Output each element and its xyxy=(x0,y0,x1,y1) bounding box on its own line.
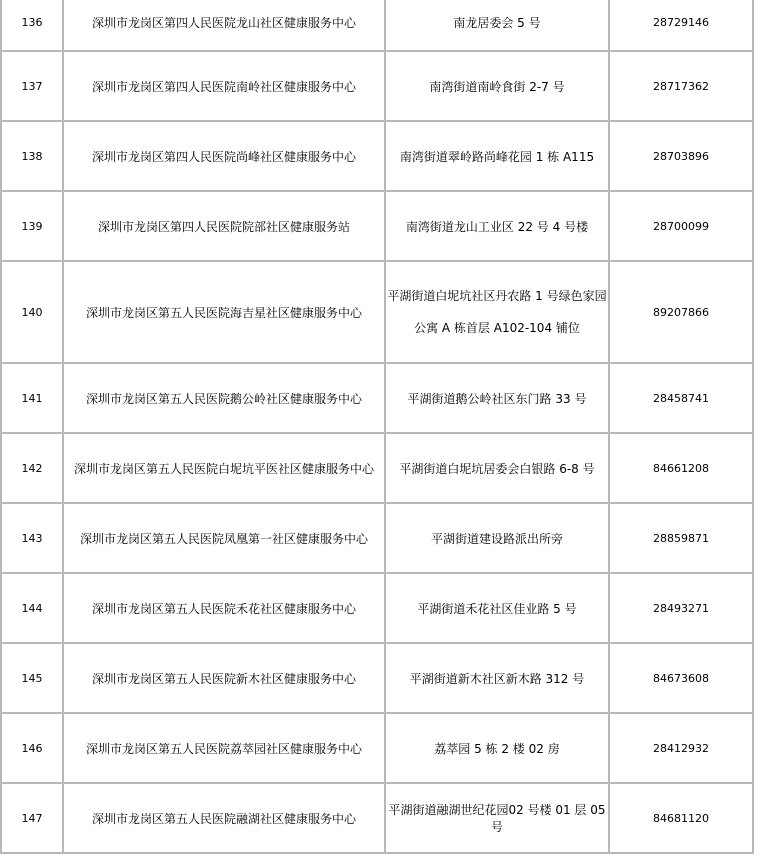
center-address: 南湾街道翠岭路尚峰花园 1 栋 A115 xyxy=(386,122,608,190)
center-name: 深圳市龙岗区第四人民医院龙山社区健康服务中心 xyxy=(64,0,384,50)
row-number: 146 xyxy=(2,714,62,782)
center-phone: 28717362 xyxy=(610,52,752,120)
table-row xyxy=(2,574,752,642)
table-row xyxy=(2,52,752,120)
center-phone: 84681120 xyxy=(610,784,752,852)
table-row xyxy=(2,644,752,712)
table-row xyxy=(2,784,752,852)
table-row xyxy=(2,0,752,50)
center-name: 深圳市龙岗区第四人民医院院部社区健康服务站 xyxy=(64,192,384,260)
row-number: 142 xyxy=(2,434,62,502)
table-row xyxy=(2,364,752,432)
center-address: 平湖街道鹅公岭社区东门路 33 号 xyxy=(386,364,608,432)
row-number: 140 xyxy=(2,262,62,362)
table-row xyxy=(2,262,752,362)
center-address: 荔萃园 5 栋 2 楼 02 房 xyxy=(386,714,608,782)
row-number: 143 xyxy=(2,504,62,572)
center-name: 深圳市龙岗区第五人民医院禾花社区健康服务中心 xyxy=(64,574,384,642)
center-phone: 28859871 xyxy=(610,504,752,572)
table-row xyxy=(2,122,752,190)
center-name: 深圳市龙岗区第五人民医院荔萃园社区健康服务中心 xyxy=(64,714,384,782)
center-address: 平湖街道新木社区新木路 312 号 xyxy=(386,644,608,712)
center-address-line-2: 公寓 A 栋首层 A102-104 铺位 xyxy=(414,321,580,335)
center-address-line-1: 平湖街道白坭坑社区丹农路 1 号绿色家园 xyxy=(387,289,607,303)
center-name: 深圳市龙岗区第五人民医院白坭坑平医社区健康服务中心 xyxy=(64,434,384,502)
center-name: 深圳市龙岗区第五人民医院融湖社区健康服务中心 xyxy=(64,784,384,852)
center-address: 南湾街道南岭食街 2-7 号 xyxy=(386,52,608,120)
center-address: 南龙居委会 5 号 xyxy=(386,0,608,50)
center-address: 平湖街道禾花社区佳业路 5 号 xyxy=(386,574,608,642)
center-phone: 28493271 xyxy=(610,574,752,642)
row-number: 136 xyxy=(2,0,62,50)
center-phone: 28700099 xyxy=(610,192,752,260)
center-name: 深圳市龙岗区第五人民医院凤凰第一社区健康服务中心 xyxy=(64,504,384,572)
center-phone: 28703896 xyxy=(610,122,752,190)
center-name: 深圳市龙岗区第四人民医院尚峰社区健康服务中心 xyxy=(64,122,384,190)
center-phone: 84661208 xyxy=(610,434,752,502)
center-address xyxy=(386,262,608,362)
row-number: 145 xyxy=(2,644,62,712)
table-row xyxy=(2,504,752,572)
center-phone: 28412932 xyxy=(610,714,752,782)
center-name: 深圳市龙岗区第五人民医院海吉星社区健康服务中心 xyxy=(64,262,384,362)
center-name: 深圳市龙岗区第四人民医院南岭社区健康服务中心 xyxy=(64,52,384,120)
center-address: 平湖街道融湖世纪花园02 号楼 01 层 05 号 xyxy=(386,784,608,852)
center-phone: 28729146 xyxy=(610,0,752,50)
center-address: 平湖街道建设路派出所旁 xyxy=(386,504,608,572)
center-name: 深圳市龙岗区第五人民医院新木社区健康服务中心 xyxy=(64,644,384,712)
center-phone: 28458741 xyxy=(610,364,752,432)
row-number: 147 xyxy=(2,784,62,852)
row-number: 141 xyxy=(2,364,62,432)
table-row xyxy=(2,714,752,782)
table-row xyxy=(2,192,752,260)
center-phone: 89207866 xyxy=(610,262,752,362)
row-number: 137 xyxy=(2,52,62,120)
center-phone: 84673608 xyxy=(610,644,752,712)
table-row xyxy=(2,434,752,502)
center-address: 南湾街道龙山工业区 22 号 4 号楼 xyxy=(386,192,608,260)
row-number: 144 xyxy=(2,574,62,642)
row-number: 138 xyxy=(2,122,62,190)
center-address: 平湖街道白坭坑居委会白银路 6-8 号 xyxy=(386,434,608,502)
row-number: 139 xyxy=(2,192,62,260)
center-name: 深圳市龙岗区第五人民医院鹅公岭社区健康服务中心 xyxy=(64,364,384,432)
